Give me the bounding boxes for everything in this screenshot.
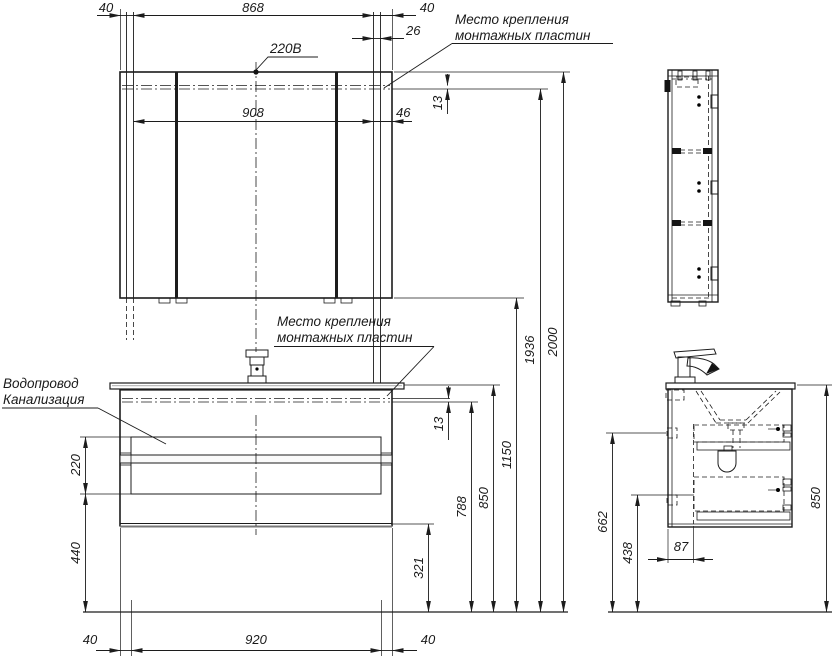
faucet-side [674,349,719,383]
dim-bot-920: 920 [245,632,267,647]
dim-440: 440 [68,542,83,564]
vanity-cabinet-front [120,390,392,536]
dim-mid-46: 46 [396,105,411,120]
shelf-line [672,148,712,154]
dim-top-26: 26 [406,23,421,38]
water-supply-label: Водопровод [3,376,79,391]
dim-220: 220 [68,454,83,476]
dim-top-13: 13 [430,95,445,111]
dim-mid-908: 908 [242,105,264,120]
dim-1936: 1936 [522,335,537,365]
dim-662: 662 [595,511,610,533]
dim-438: 438 [620,542,635,564]
mirror-cabinet-side [665,70,719,306]
dim-321: 321 [411,557,426,579]
front-view [2,12,613,535]
mounting-note-top-line1: Место крепления [455,12,569,27]
basin-bowl-hidden [696,391,780,448]
dim-mid-13: 13 [431,416,446,432]
vanity-side [666,349,795,527]
dim-top-868: 868 [242,0,264,15]
mounting-note-top-line2: монтажных пластин [455,28,591,43]
dim-side-850: 850 [808,487,823,509]
drawer-fronts-hatched [120,437,392,494]
mounting-note-mid [274,314,434,396]
dim-788: 788 [454,496,469,518]
dim-top-40-right: 40 [419,0,435,15]
power-point [253,41,318,75]
mounting-note-mid-line2: монтажных пластин [277,330,413,345]
dim-87: 87 [673,539,689,554]
faucet-front [246,350,268,383]
mounting-note-mid-line1: Место крепления [277,314,391,329]
dim-850: 850 [476,487,491,509]
utilities-note [2,376,166,444]
shelf-line [672,220,712,226]
power-label: 220В [270,41,302,56]
dim-bot-40-right: 40 [420,632,436,647]
dim-bot-40-left: 40 [82,632,98,647]
dim-top-40-left: 40 [98,0,114,15]
dim-1150: 1150 [499,441,514,469]
dim-2000: 2000 [545,327,560,357]
sewer-label: Канализация [3,392,85,407]
washbasin-front [110,350,404,389]
